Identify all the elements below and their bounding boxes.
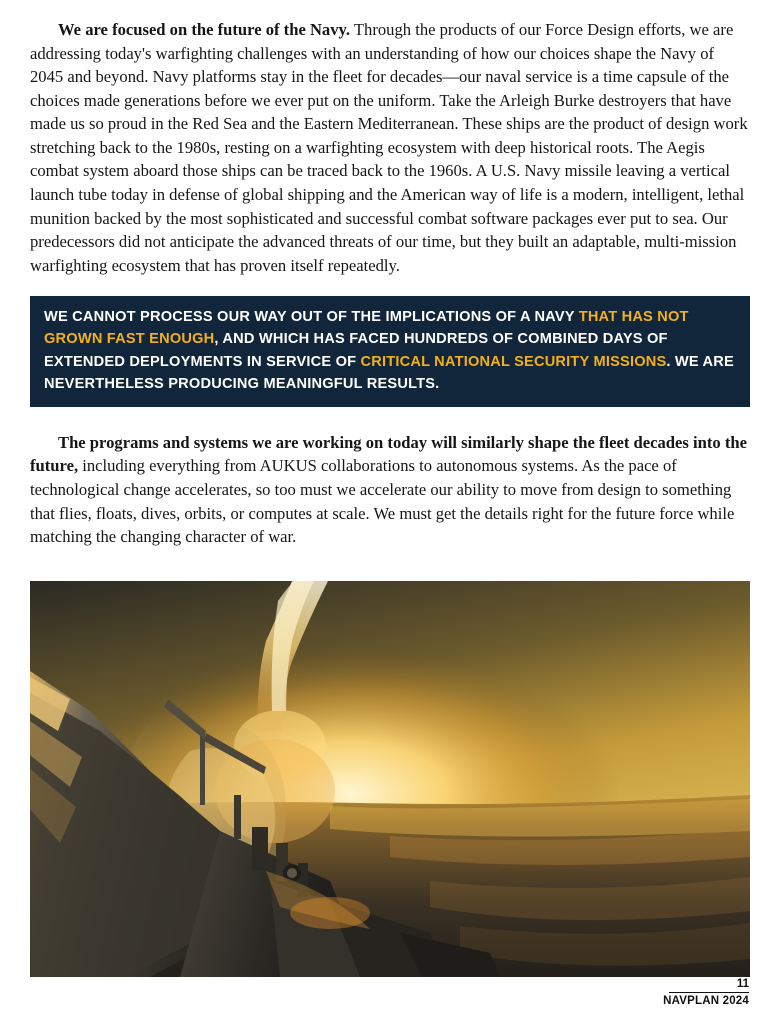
page-content [30, 18, 750, 977]
photo-destroyer-missile-launch [30, 581, 750, 977]
pull-quote-block [30, 296, 750, 407]
page-footer [529, 978, 749, 1007]
paragraph-2 [30, 431, 750, 549]
pull-quote-segment-1: WE CANNOT PROCESS OUR WAY OUT OF THE IMPLICATIONS OF A NAVY [44, 309, 579, 326]
pull-quote-highlight-2: CRITICAL NATIONAL SECURITY MISSIONS [360, 353, 667, 370]
paragraph-1-text: Through the products of our Force Design efforts, we are addressing today's warfighting challenges with an understanding of how our choices shape the Navy of 2045 and beyond. Navy platforms stay in the fleet for decades—our naval service is a time capsule of the choices made generations before we ever put on the uniform. Take the Arleigh Burke destroyers that have made us so proud in the Red Sea and the Eastern Mediterranean. These ships are the product of design work stretching back to the 1980s, resting on a warfighting ecosystem with deep historical roots. The Aegis combat system aboard those ships can be traced back to the 1960s. A U.S. Navy missile leaving a vertical launch tube today in defense of global shipping and the American way of life is a modern, intelligent, lethal munition backed by the most sophisticated and successful combat software packages ever put to sea. Our predecessors did not anticipate the advanced threats of our time, but they built an adaptable, multi-mission warfighting ecosystem that has proven itself repeatedly. [30, 20, 748, 275]
paragraph-1 [30, 18, 750, 277]
pull-quote-text [44, 306, 736, 395]
pull-quote-highlight-1: THAT HAS NOT GROWN FAST ENOUGH [44, 309, 689, 348]
paragraph-2-lead: The programs and systems we are working on today will similarly shape the fleet decades into the future, [30, 432, 747, 476]
page-number: 11 [736, 978, 749, 991]
pull-quote-segment-3: . WE ARE NEVERTHELESS PRODUCING MEANINGFUL RESULTS. [44, 353, 734, 392]
pull-quote-segment-2: , AND WHICH HAS FACED HUNDREDS OF COMBINED DAYS OF EXTENDED DEPLOYMENTS IN SERVICE OF [44, 331, 668, 370]
footer-document-label: NAVPLAN 2024 [663, 995, 749, 1007]
paragraph-1-lead: We are focused on the future of the Navy. [58, 20, 351, 39]
paragraph-2-text: including everything from AUKUS collaborations to autonomous systems. As the pace of technological change accelerates, so too must we accelerate our ability to move from design to something that flies, floats, dives, orbits, or computes at scale. We must get the details right for the future force while matching the changing character of war. [30, 456, 735, 547]
